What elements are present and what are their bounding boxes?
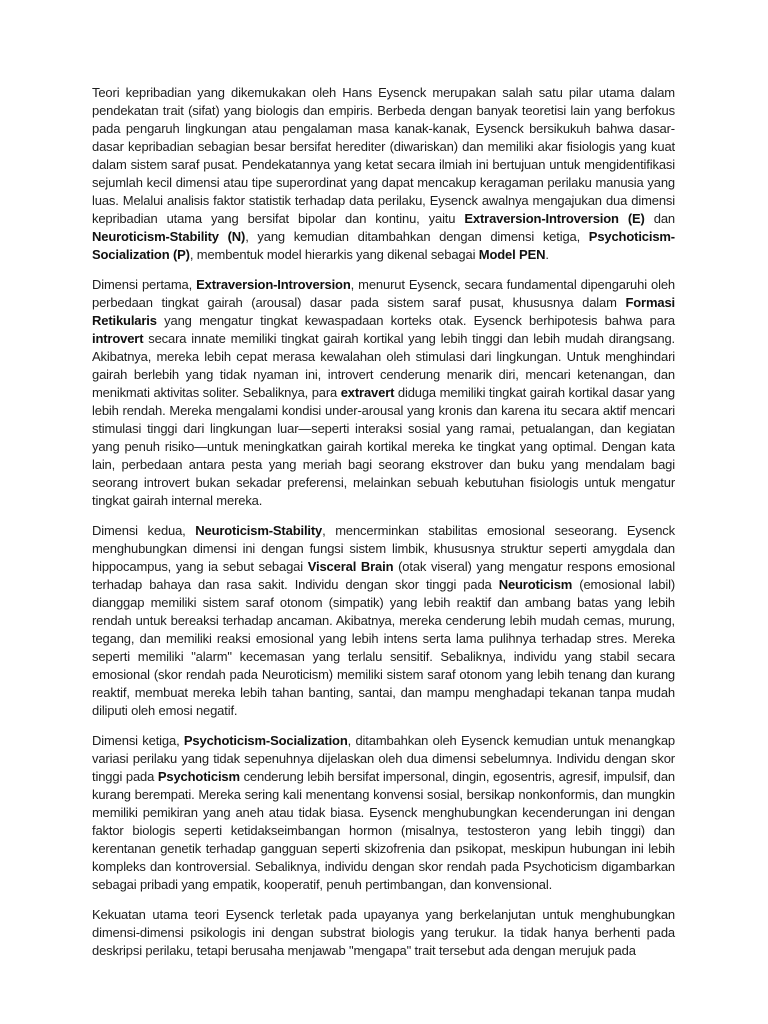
term-extraversion-introversion: Extraversion-Introversion	[196, 277, 351, 292]
text-run: , menurut Eysenck, secara fundamental dipengaruhi oleh perbedaan tingkat gairah (arousal) dasar pada sistem saraf pusat, khususnya dalam	[92, 277, 675, 310]
text-run: Dimensi ketiga,	[92, 733, 184, 748]
term-formasi-retikularis: Formasi Retikularis	[92, 295, 675, 328]
paragraph-neuroticism	[92, 522, 675, 720]
text-run: Dimensi kedua,	[92, 523, 196, 538]
text-run: , membentuk model hierarkis yang dikenal sebagai	[189, 247, 479, 262]
text-run: diduga memiliki tingkat gairah kortikal dasar yang lebih rendah. Mereka mengalami kondisi under-arousal yang kronis dan karena itu secara aktif mencari stimulasi tinggi dari lingkungan luar—seperti interaksi sosial yang ramai, petualangan, dan kegiatan yang penuh risiko—untuk meningkatkan gairah kortikal mereka ke tingkat yang optimal. Dengan kata lain, perbedaan antara pesta yang meriah bagi seorang ekstrover dan buku yang mendalam bagi seorang introvert bukan sekadar preferensi, melainkan sebuah kebutuhan fisiologis untuk mengatur tingkat gairah internal mereka.	[92, 385, 676, 508]
text-run: Kekuatan utama teori Eysenck terletak pada upayanya yang berkelanjutan untuk menghubungkan dimensi-dimensi psikologis ini dengan substrat biologis yang terukur. Ia tidak hanya berhenti pada deskripsi perilaku, tetapi berusaha menjawab "mengapa" trait tersebut ada dengan merujuk pada	[92, 907, 675, 958]
paragraph-strengths	[92, 906, 675, 960]
term-extravert: extravert	[340, 385, 395, 400]
text-run: (otak viseral) yang mengatur respons emosional terhadap bahaya dan rasa sakit. Individu dengan skor tinggi pada	[92, 559, 675, 592]
term-introvert: introvert	[92, 331, 144, 346]
text-run: , mencerminkan stabilitas emosional seseorang. Eysenck menghubungkan dimensi ini dengan fungsi sistem limbik, khususnya struktur seperti amygdala dan hippocampus, yang ia sebut sebagai	[92, 523, 675, 574]
paragraph-extraversion	[92, 276, 675, 510]
term-model-pen: Model PEN	[478, 247, 546, 262]
term-visceral-brain: Visceral Brain	[307, 559, 394, 574]
paragraph-intro	[92, 84, 675, 264]
term-psychoticism: Psychoticism	[157, 769, 240, 784]
text-run: dan	[644, 211, 676, 226]
term-psychoticism-socialization-p: Psychoticism-Socialization (P)	[92, 229, 675, 262]
text-run: yang mengatur tingkat kewaspadaan korteks otak. Eysenck berhipotesis bahwa para	[156, 313, 675, 328]
term-psychoticism-socialization: Psychoticism-Socialization	[183, 733, 348, 748]
term-neuroticism: Neuroticism	[498, 577, 573, 592]
text-run: cenderung lebih bersifat impersonal, dingin, egosentris, agresif, impulsif, dan kurang berempati. Mereka sering kali menentang konvensi sosial, bersikap nonkonformis, dan mungkin memiliki pemikiran yang aneh atau tidak biasa. Eysenck menghubungkan kecenderungan ini dengan faktor biologis seperti ketidakseimbangan hormon (misalnya, testosteron yang lebih tinggi) dan kerentanan genetik terhadap gangguan seperti skizofrenia dan psikopat, meskipun hubungan ini lebih kompleks dan kontroversial. Sebaliknya, individu dengan skor rendah pada Psychoticism digambarkan sebagai pribadi yang empatik, kooperatif, penuh pertimbangan, dan konvensional.	[92, 769, 676, 892]
term-neuroticism-stability-n: Neuroticism-Stability (N)	[92, 229, 246, 244]
term-extraversion-introversion-e: Extraversion-Introversion (E)	[464, 211, 645, 226]
term-neuroticism-stability: Neuroticism-Stability	[195, 523, 323, 538]
paragraph-psychoticism	[92, 732, 675, 894]
text-run: Teori kepribadian yang dikemukakan oleh Hans Eysenck merupakan salah satu pilar utama dalam pendekatan trait (sifat) yang biologis dan empiris. Berbeda dengan banyak teoretisi lain yang berfokus pada pengaruh lingkungan atau pengalaman masa kanak-kanak, Eysenck bersikukuh bahwa dasar-dasar kepribadian sebagian besar bersifat herediter (diwariskan) dan memiliki akar fisiologis yang kuat dalam sistem saraf pusat. Pendekatannya yang ketat secara ilmiah ini bertujuan untuk mengidentifikasi sejumlah kecil dimensi atau tipe superordinat yang dapat mencakup keragaman perilaku manusia yang luas. Melalui analisis faktor statistik terhadap data perilaku, Eysenck awalnya mengajukan dua dimensi kepribadian utama yang bersifat bipolar dan kontinu, yaitu	[92, 85, 675, 226]
text-run: , yang kemudian ditambahkan dengan dimensi ketiga,	[245, 229, 589, 244]
text-run: , ditambahkan oleh Eysenck kemudian untuk menangkap variasi perilaku yang tidak sepenuhnya dijelaskan oleh dua dimensi sebelumnya. Individu dengan skor tinggi pada	[92, 733, 675, 784]
text-run: (emosional labil) dianggap memiliki sistem saraf otonom (simpatik) yang lebih reaktif dan ambang batas yang lebih rendah untuk bereaksi terhadap ancaman. Akibatnya, mereka cenderung lebih mudah cemas, murung, tegang, dan memiliki reaksi emosional yang lebih intens serta lama pulihnya terhadap stres. Mereka seperti memiliki "alarm" kecemasan yang terlalu sensitif. Sebaliknya, individu yang stabil secara emosional (skor rendah pada Neuroticism) memiliki sistem saraf otonom yang lebih tenang dan kurang reaktif, membuat mereka lebih tahan banting, santai, dan mampu menghadapi tekanan tanpa mudah diliputi oleh emosi negatif.	[92, 577, 676, 718]
text-run: .	[545, 247, 549, 262]
text-run: secara innate memiliki tingkat gairah kortikal yang lebih tinggi dan lebih mudah dirangsang. Akibatnya, mereka lebih cepat merasa kewalahan oleh stimulasi dari lingkungan. Untuk menghindari gairah berlebih yang tidak nyaman ini, introvert cenderung menarik diri, mencari ketenangan, dan menikmati aktivitas soliter. Sebaliknya, para	[92, 331, 675, 400]
text-run: Dimensi pertama,	[92, 277, 197, 292]
document-page	[92, 84, 675, 972]
